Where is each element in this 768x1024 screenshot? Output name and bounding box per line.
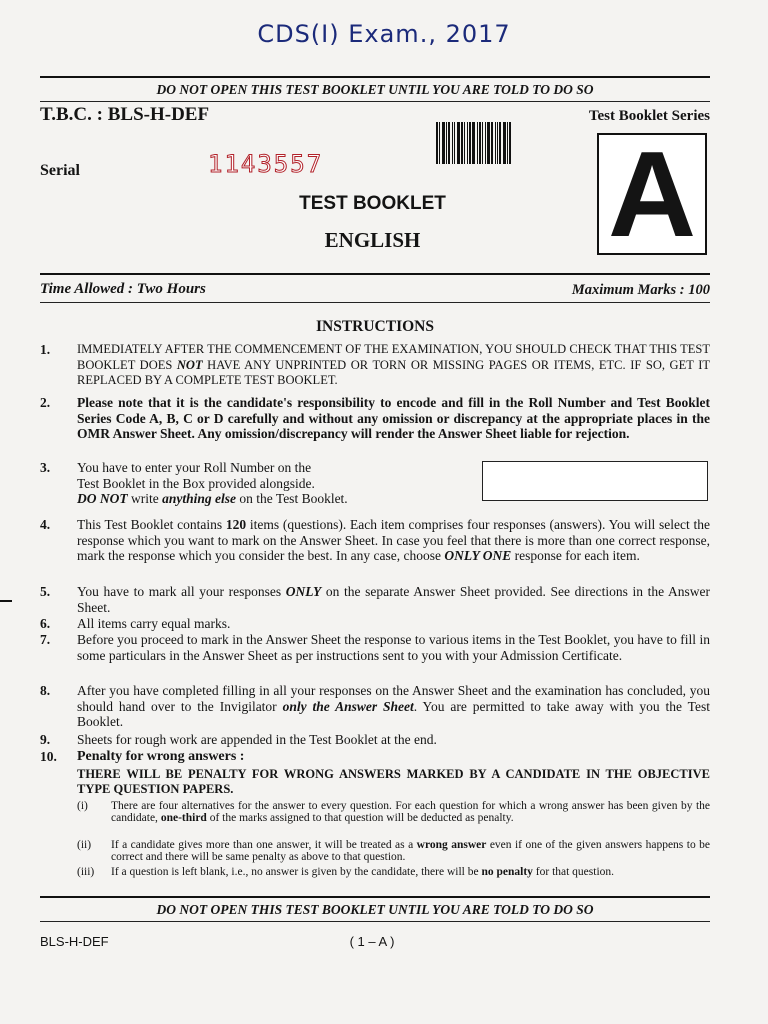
- item-text: items (questions). Each item comprises four responses (answers). You will select the response which you want to mark on the Answer Sheet. In case you feel that there is more than one correct response, mark the response which you consider the best. In any case, choose: [77, 517, 710, 563]
- item-text: on the separate Answer Sheet provided. See directions in the Answer Sheet.: [77, 584, 710, 615]
- instruction-item-9: [40, 732, 710, 748]
- item-number: 10.: [40, 749, 57, 764]
- item-text: You have to enter your Roll Number on the: [77, 460, 312, 475]
- item-text: HAVE ANY UNPRINTED OR TORN OR MISSING PAGES OR ITEMS, ETC. IF SO, GET IT REPLACED BY A COMPLETE TEST BOOKLET.: [77, 357, 710, 387]
- item-emphasis: no penalty: [481, 866, 533, 878]
- instruction-item-6: [40, 616, 710, 632]
- item-text: . You are permitted to take away with you the Test Booklet.: [77, 698, 710, 729]
- item-text: for that question.: [532, 866, 615, 878]
- handwritten-note: CDS(I) Exam., 2017: [257, 20, 511, 48]
- series-label: Test Booklet Series: [588, 108, 710, 124]
- time-rule-top: [40, 273, 710, 275]
- item-emphasis: one-third: [160, 812, 207, 824]
- item-text: even if one of the given answers happens to be correct and there will be same penalty as above to that question.: [111, 839, 711, 863]
- bottom-rule-top: [40, 896, 710, 898]
- instruction-item-1: [40, 342, 710, 389]
- sub-number: (ii): [77, 839, 92, 851]
- instructions-heading: INSTRUCTIONS: [315, 318, 434, 335]
- item-text: If a candidate gives more than one answer, it will be treated as a: [111, 839, 417, 851]
- top-rule: [40, 76, 710, 78]
- footer-page-number: ( 1 – A ): [349, 934, 395, 949]
- footer-code: BLS-H-DEF: [40, 934, 109, 949]
- item-number: 2.: [40, 395, 51, 410]
- maximum-marks: Maximum Marks : 100: [571, 282, 710, 298]
- time-allowed: Time Allowed : Two Hours: [40, 281, 206, 297]
- item-number: 4.: [40, 517, 51, 532]
- instruction-item-2: [40, 395, 710, 442]
- series-letter: A: [607, 126, 697, 262]
- item-emphasis: 120: [225, 517, 247, 532]
- instruction-item-10: [40, 749, 710, 798]
- serial-number: 1143557: [208, 150, 324, 178]
- penalty-sub-i: [77, 800, 710, 824]
- item-text: This Test Booklet contains: [77, 517, 226, 532]
- penalty-sub-ii: [77, 839, 710, 863]
- instruction-item-4: [40, 517, 710, 564]
- item-text: All items carry equal marks.: [77, 616, 231, 631]
- item-text: After you have completed filling in all your responses on the Answer Sheet and the examination has concluded, you should hand over to the Invigilator: [77, 683, 710, 714]
- top-notice: DO NOT OPEN THIS TEST BOOKLET UNTIL YOU ARE TOLD TO DO SO: [156, 82, 594, 97]
- serial-label: Serial: [40, 162, 80, 179]
- sub-number: (iii): [77, 866, 95, 878]
- series-letter-box: [597, 126, 707, 262]
- item-text: response for each item.: [511, 548, 640, 563]
- barcode: [436, 122, 520, 164]
- booklet-title: TEST BOOKLET: [299, 193, 446, 214]
- item-emphasis: NOT: [176, 357, 203, 372]
- item-text: Before you proceed to mark in the Answer Sheet the response to various items in the Test Booklet, you have to fill in some particulars in the Answer Sheet as per instructions sent to you with your Admission Certificate.: [77, 632, 710, 663]
- notice-rule: [40, 101, 710, 102]
- item-number: 7.: [40, 632, 51, 647]
- item-text: There are four alternatives for the answer to every question. For each question for which a wrong answer has been given by the candidate,: [111, 800, 710, 824]
- item-text: Please note that it is the candidate's responsibility to encode and fill in the Roll Number and Test Booklet Series Code A, B, C or D carefully and without any omission or discrepancy at the appropriate places in the OMR Answer Sheet. Any omission/discrepancy will render the Answer Sheet liable for rejection.: [77, 395, 710, 441]
- penalty-caps: THERE WILL BE PENALTY FOR WRONG ANSWERS MARKED BY A CANDIDATE IN THE OBJECTIVE TYPE QUESTION PAPERS.: [77, 766, 710, 796]
- margin-mark: [0, 600, 12, 602]
- item-emphasis: anything else: [162, 491, 237, 506]
- item-emphasis: only the Answer Sheet: [282, 698, 414, 714]
- penalty-sub-iii: [77, 866, 710, 878]
- bottom-notice: DO NOT OPEN THIS TEST BOOKLET UNTIL YOU ARE TOLD TO DO SO: [156, 902, 594, 917]
- bottom-rule: [40, 921, 710, 922]
- item-number: 1.: [40, 342, 51, 357]
- tbc-code: T.B.C. : BLS-H-DEF: [40, 104, 210, 125]
- item-number: 3.: [40, 460, 51, 475]
- roll-number-box[interactable]: [482, 461, 708, 501]
- item-text: If a question is left blank, i.e., no answer is given by the candidate, there will be: [111, 866, 482, 878]
- item-emphasis: ONLY ONE: [444, 548, 512, 563]
- instruction-item-5: [40, 584, 710, 615]
- item-text: Sheets for rough work are appended in the Test Booklet at the end.: [77, 732, 437, 747]
- subject-title: ENGLISH: [324, 228, 421, 252]
- item-text: IMMEDIATELY AFTER THE COMMENCEMENT OF THE EXAMINATION, YOU SHOULD CHECK THAT THIS TEST BOOKLET DOES: [77, 342, 710, 372]
- item-number: 9.: [40, 732, 51, 747]
- item-text: write: [127, 491, 163, 506]
- item-emphasis: DO NOT: [77, 491, 128, 506]
- instruction-item-7: [40, 632, 710, 663]
- item-emphasis: ONLY: [285, 584, 322, 599]
- item-number: 8.: [40, 683, 51, 698]
- item-text: You have to mark all your responses: [77, 584, 286, 599]
- sub-number: (i): [77, 800, 88, 812]
- item-emphasis: wrong answer: [416, 839, 487, 851]
- item-text: Test Booklet in the Box provided alongside.: [77, 475, 315, 491]
- penalty-heading: Penalty for wrong answers :: [77, 749, 245, 764]
- item-number: 6.: [40, 616, 51, 631]
- instruction-item-8: [40, 683, 710, 730]
- item-number: 5.: [40, 584, 51, 599]
- time-rule-bottom: [40, 302, 710, 303]
- item-text: on the Test Booklet.: [236, 491, 348, 506]
- item-text: of the marks assigned to that question will be deducted as penalty.: [206, 812, 514, 824]
